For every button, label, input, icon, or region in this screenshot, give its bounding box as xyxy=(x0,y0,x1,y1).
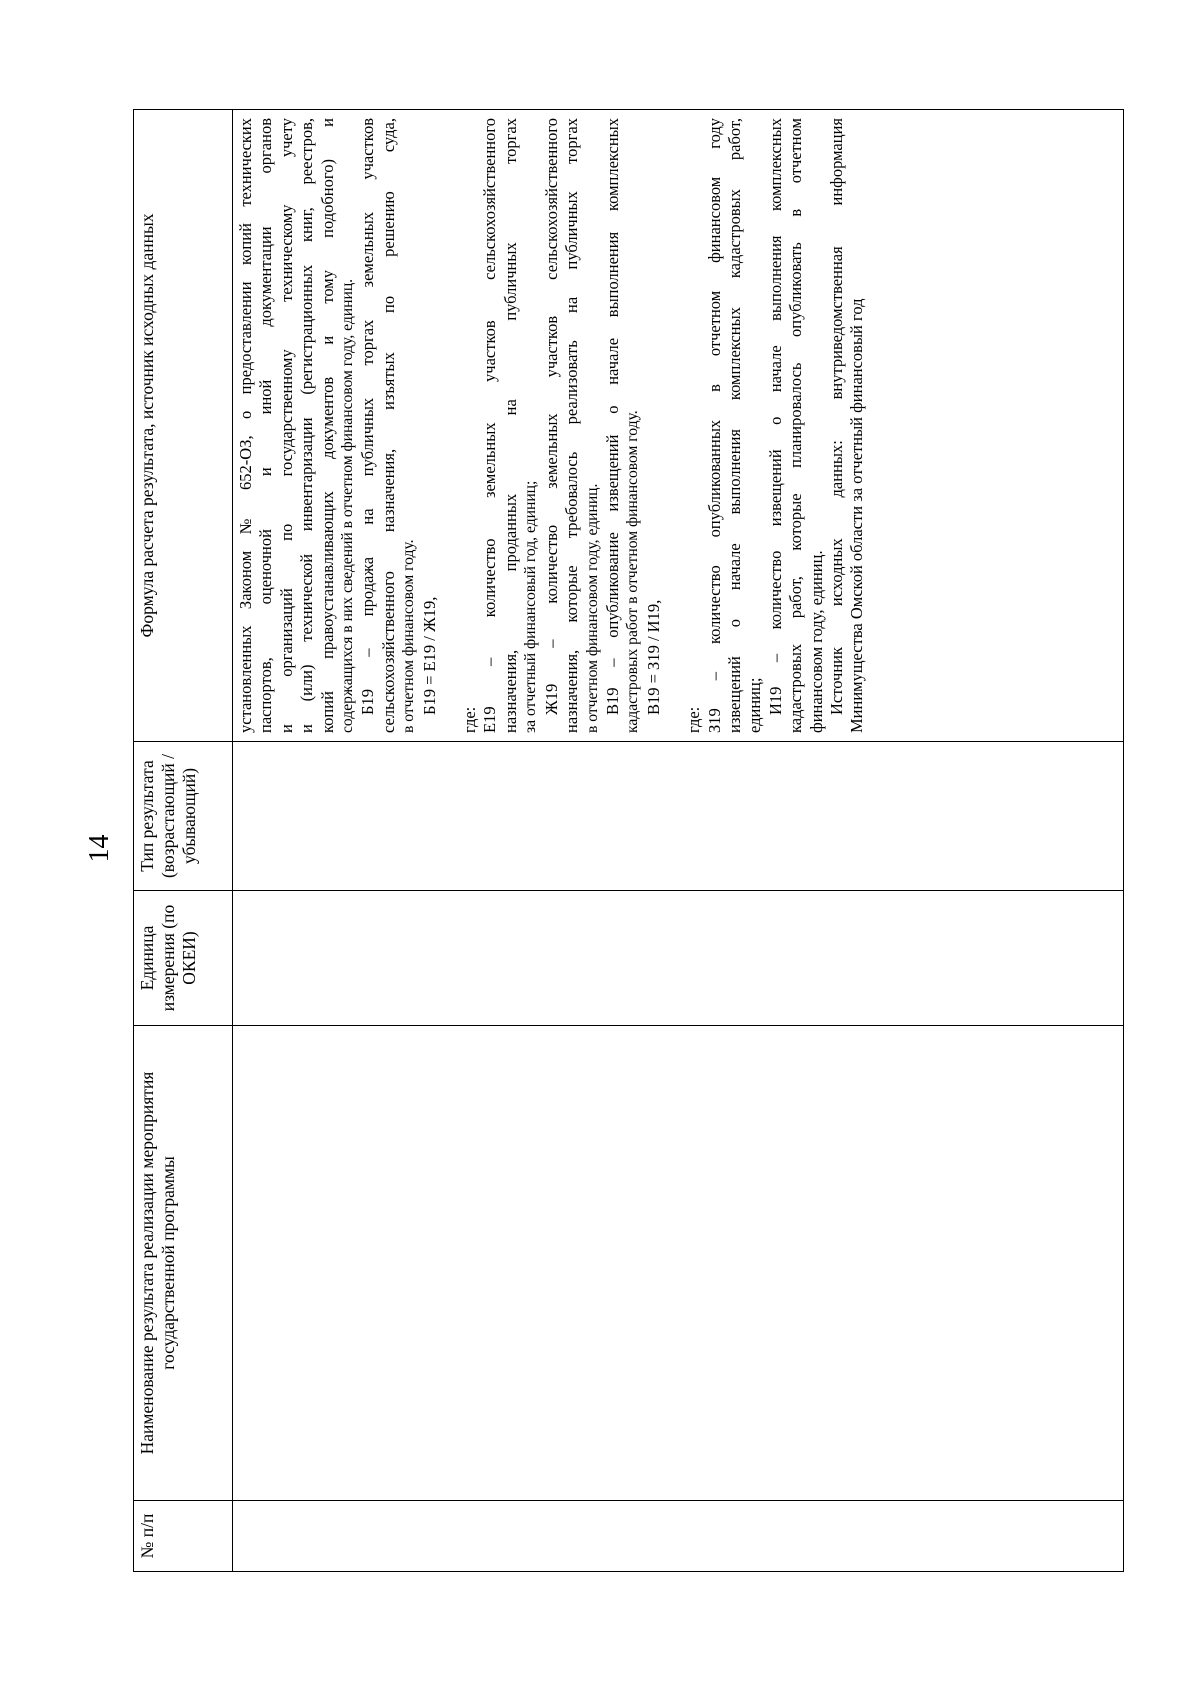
formula-line: И19 – количество извещений о начале выполнения комплексных xyxy=(765,118,785,715)
formula-line: где: xyxy=(460,706,480,733)
page-number: 14 xyxy=(84,834,115,863)
formula-line: В19 – опубликование извещений о начале выполнения комплексных xyxy=(602,118,622,715)
formula-line: где: xyxy=(684,706,704,733)
header-type: Тип результата (возрастающий / убывающий) xyxy=(134,742,233,891)
formula-line: паспортов, оценочной и иной документации органов xyxy=(256,118,276,733)
formula-line: в отчетном финансовом году, единиц. xyxy=(583,483,601,733)
formula-gap xyxy=(664,118,684,733)
formula-line: кадастровых работ, которые планировалось опубликовать в отчетном xyxy=(786,118,806,733)
formula-line: назначения, которые требовалось реализовать на публичных торгах xyxy=(562,118,582,733)
table-header-row xyxy=(134,110,233,1572)
formula-line: финансовом году, единиц. xyxy=(806,550,826,733)
formula-line: копий правоустанавливающих документов и тому подобного) и xyxy=(317,118,337,733)
formula-line: и (или) технической инвентаризации (регистрационных книг, реестров, xyxy=(297,118,317,733)
cell-type xyxy=(233,742,1124,891)
cell-name xyxy=(233,1026,1124,1501)
formula-line: З19 – количество опубликованных в отчетном финансовом году xyxy=(704,118,724,733)
formula-line: В19 = З19 / И19, xyxy=(643,599,663,715)
results-table xyxy=(133,109,1124,1572)
header-name: Наименование результата реализации мероприятия государственной программы xyxy=(134,1026,233,1501)
formula-line: сельскохозяйственного назначения, изъятых по решению суда, xyxy=(378,118,398,733)
formula-line: и организаций по государственному техническому учету xyxy=(276,118,296,733)
formula-gap xyxy=(440,118,460,733)
formula-line: Е19 – количество земельных участков сельскохозяйственного xyxy=(480,118,500,733)
formula-line: установленных Законом № 652-ОЗ, о предоставлении копий технических xyxy=(236,118,255,733)
formula-line: в отчетном финансовом году. xyxy=(400,539,418,733)
cell-formula xyxy=(233,110,1124,742)
formula-line: назначения, проданных на публичных торгах xyxy=(500,118,520,733)
formula-line: содержащихся в них сведений в отчетном финансовом году, единиц. xyxy=(339,278,357,733)
header-num: № п/п xyxy=(134,1501,233,1572)
header-formula: Формула расчета результата, источник исходных данных xyxy=(134,110,233,742)
formula-text xyxy=(236,118,868,733)
formula-line: Источник исходных данных: внутриведомственная информация xyxy=(826,118,846,715)
formula-line: Ж19 – количество земельных участков сельскохозяйственного xyxy=(541,118,561,715)
table-row xyxy=(233,110,1124,1572)
cell-num xyxy=(233,1501,1124,1572)
formula-line: единиц; xyxy=(745,677,765,733)
formula-line: Б19 = Е19 / Ж19, xyxy=(419,596,439,715)
formula-line: извещений о начале выполнения комплексных кадастровых работ, xyxy=(724,118,744,733)
formula-line: за отчетный финансовый год, единиц; xyxy=(522,480,540,733)
formula-line: Б19 – продажа на публичных торгах земельных участков xyxy=(358,118,378,715)
formula-line: Минимущества Омской области за отчетный финансовый год xyxy=(847,298,867,733)
header-unit: Единица измерения (по ОКЕИ) xyxy=(134,891,233,1026)
cell-unit xyxy=(233,891,1124,1026)
formula-line: кадастровых работ в отчетном финансовом году. xyxy=(624,410,642,733)
